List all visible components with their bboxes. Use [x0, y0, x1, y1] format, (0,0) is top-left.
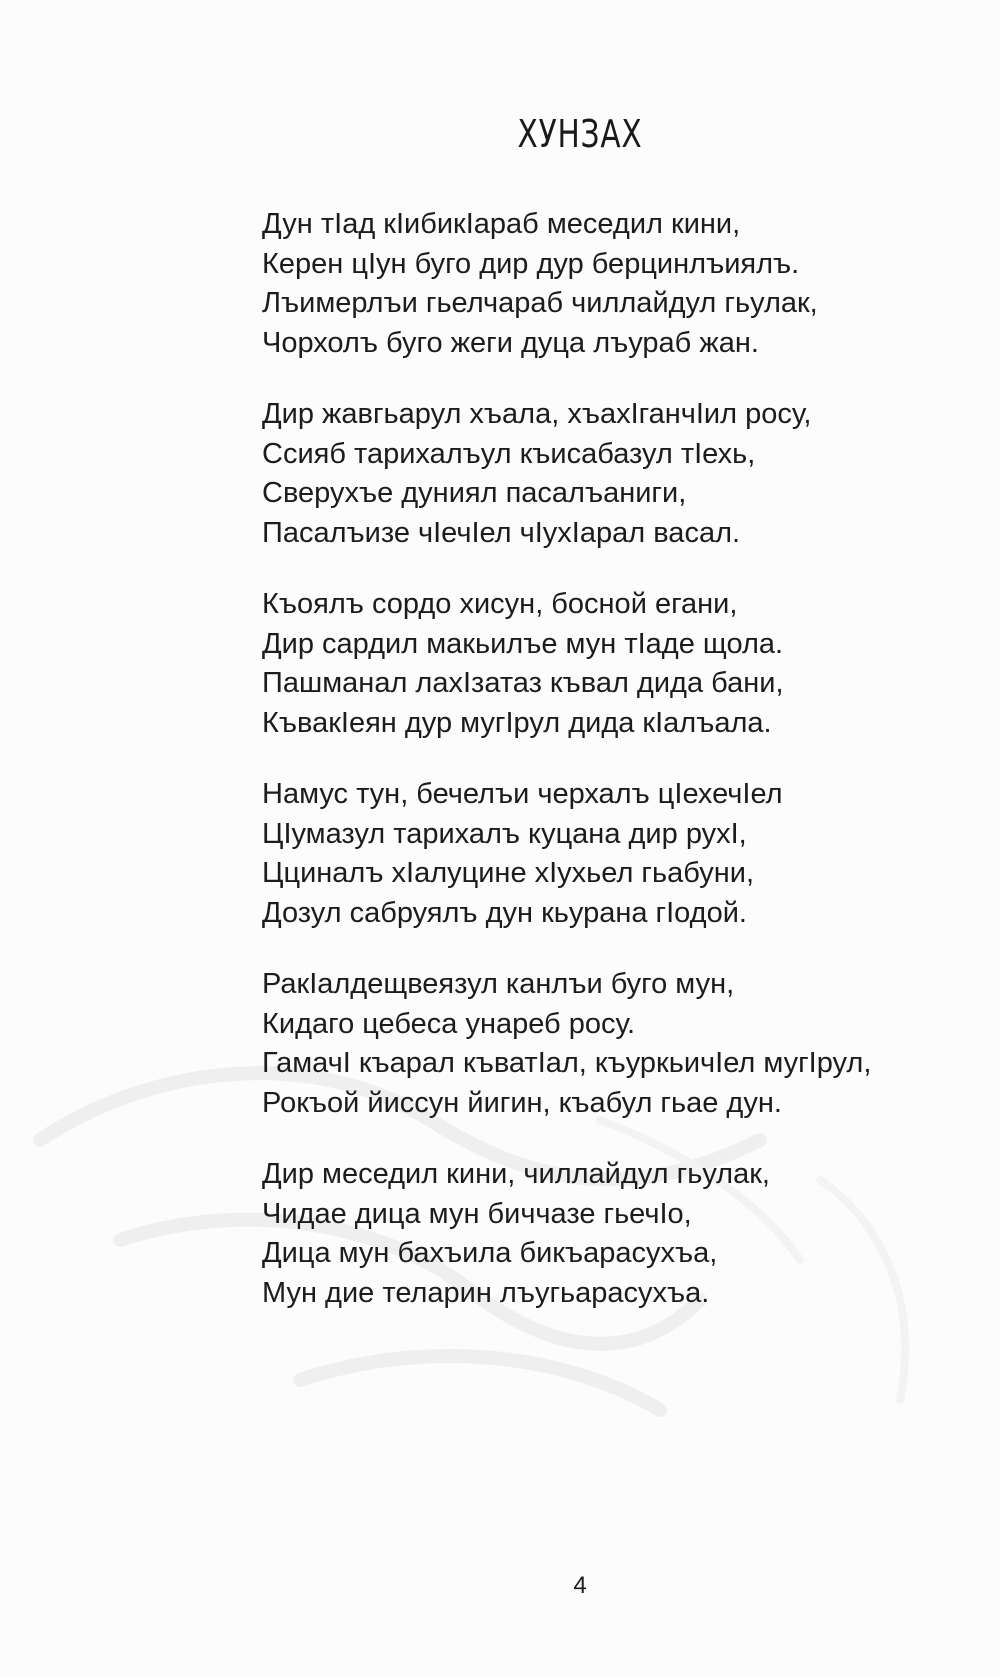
stanza-4 — [262, 775, 962, 933]
poem-line: Ссияб тарихалъул къисабазул тӀехь, — [262, 437, 756, 470]
poem-line: Чидае дица мун биччазе гьечӀо, — [262, 1197, 692, 1230]
poem-line: Дица мун бахъила бикъарасухъа, — [262, 1237, 718, 1269]
poem-line: Пасалъизе чӀечӀел чӀухӀарал васал. — [262, 516, 741, 549]
poem-line: Къоялъ сордо хисун, босной егани, — [262, 588, 738, 620]
poem-line: Кидаго цебеса унареб росу. — [262, 1007, 636, 1040]
poem-line: Лъимерлъи гьелчараб чиллайдул гьулак, — [262, 287, 818, 319]
poem-title-text: ХУНЗАХ — [517, 112, 643, 156]
page-number: 4 — [573, 1572, 587, 1599]
stanza-6 — [262, 1155, 962, 1313]
poem-line: Сверухъе дуниял пасалъаниги, — [262, 477, 687, 509]
poem-line: Дир жавгьарул хъала, хъахӀганчӀил росу, — [262, 398, 812, 430]
stanza-2 — [262, 395, 962, 553]
poem-line: Пашманал лахӀзатаз къвал дида бани, — [262, 667, 784, 699]
poem-line: ЦӀумазул тарихалъ куцана дир рухӀ, — [262, 817, 747, 850]
stanza-5 — [262, 965, 962, 1123]
poem-line: Рокъой йиссун йигин, къабул гьае дун. — [262, 1086, 782, 1119]
poem-line: Керен цӀун буго дир дур берцинлъиялъ. — [262, 247, 800, 280]
poem-line: Чорхолъ буго жеги дуца лъураб жан. — [262, 326, 759, 359]
stanza-3 — [262, 585, 962, 743]
poem-line: Дир сардил макьилъе мун тӀаде щола. — [262, 627, 784, 660]
poem-body — [262, 205, 962, 1345]
poem-line: Цциналъ хӀалуцине хӀухьел гьабуни, — [262, 857, 754, 889]
poem-line: Дир меседил кини, чиллайдул гьулак, — [262, 1158, 770, 1190]
poem-title — [128, 112, 908, 156]
poem-line: Дун тӀад кӀибикӀараб меседил кини, — [262, 208, 741, 240]
poem-line: Мун дие теларин лъугьарасухъа. — [262, 1276, 710, 1309]
poem-line: РакӀалдещвеязул канлъи буго мун, — [262, 968, 735, 1000]
stanza-1 — [262, 205, 962, 363]
poem-line: ГамачӀ къарал къватӀал, къуркьичӀел мугӀрул, — [262, 1047, 872, 1079]
poem-line: КъвакӀеян дур мугӀрул дида кӀалъала. — [262, 706, 772, 739]
poem-line: Дозул сабруялъ дун кьурана гӀодой. — [262, 896, 747, 929]
poem-line: Намус тун, бечелъи черхалъ цӀехечӀел — [262, 778, 783, 810]
